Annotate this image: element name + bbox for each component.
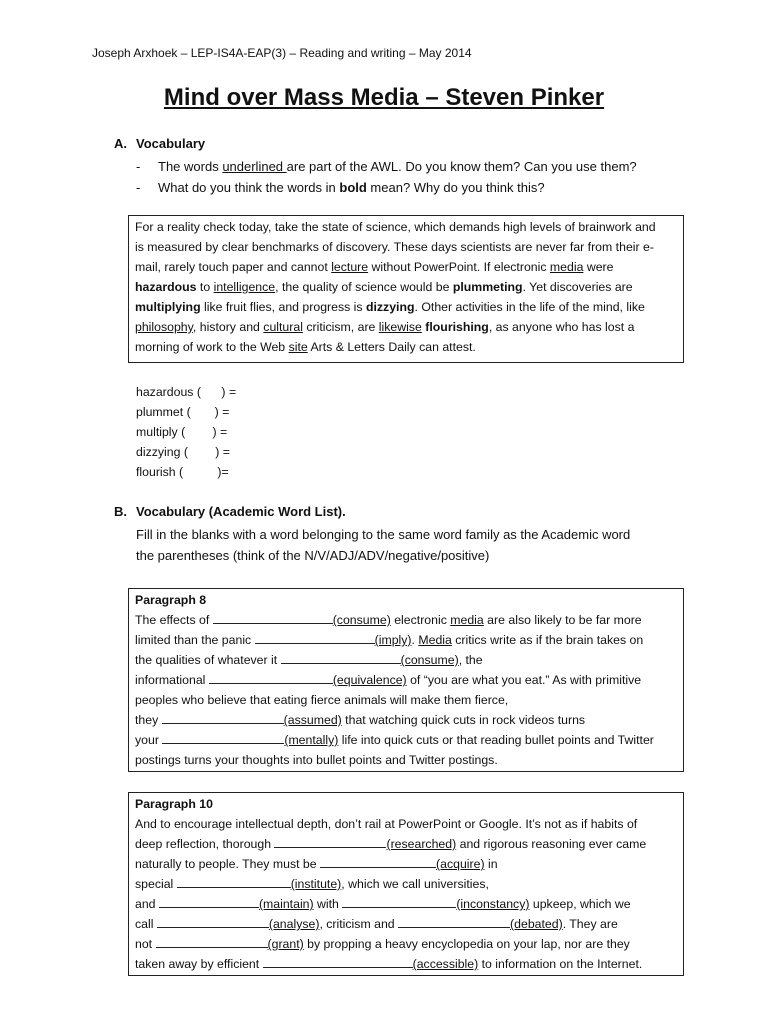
- reading-passage-box: For a reality check today, take the state of science, which demands high levels of brainwork and is measured by clear benchmarks of discovery. These days scientists are never far from their e- mail, rarely touch paper and cannot lecture without PowerPoint. If electronic media were hazardous to intelligence, the quality of science would be plummeting. Yet discoveries are multiplying like fruit flies, and progress is dizzying. Other activities in the life of the mind, like philosophy, history and cultural criticism, are likewise flourishing, as anyone who has lost a morning of work to the Web site Arts & Letters Daily can attest.: [128, 215, 684, 363]
- paragraph-8-box: Paragraph 8 The effects of (consume) electronic media are also likely to be far more limited than the panic (imply). Media critics write as if the brain takes on the qualities of whatever it (consume), the informational (equivalence) of “you are what you eat.” As with primitive peoples who believe that eating fierce animals will make them fierce, they (assumed) that watching quick cuts in rock videos turns your (mentally) life into quick cuts or that reading bullet points and Twitter postings turns your thoughts into bullet points and Twitter postings.: [128, 588, 684, 772]
- blank-input[interactable]: [162, 711, 284, 724]
- blank-input[interactable]: [281, 651, 401, 664]
- section-a-title: Vocabulary: [136, 136, 206, 151]
- section-a-heading: [114, 136, 205, 151]
- vocab-item-dizzying[interactable]: dizzying ( ) =: [136, 445, 230, 459]
- blank-input[interactable]: [213, 611, 333, 624]
- vocab-item-hazardous[interactable]: hazardous ( ) =: [136, 385, 237, 399]
- vocab-definition-list: [136, 382, 236, 482]
- vocab-item-flourish[interactable]: flourish ( )=: [136, 465, 229, 479]
- blank-input[interactable]: [177, 875, 291, 888]
- blank-input[interactable]: [320, 855, 436, 868]
- paragraph-8-heading: Paragraph 8: [135, 593, 207, 607]
- vocab-item-multiply[interactable]: multiply ( ) =: [136, 425, 228, 439]
- section-a-bullet-2: - What do you think the words in bold mean? Why do you think this?: [136, 180, 545, 195]
- section-a-letter: A.: [114, 136, 127, 151]
- blank-input[interactable]: [209, 671, 333, 684]
- blank-input[interactable]: [255, 631, 375, 644]
- blank-input[interactable]: [263, 955, 413, 968]
- vocab-item-plummet[interactable]: plummet ( ) =: [136, 405, 230, 419]
- blank-input[interactable]: [157, 915, 269, 928]
- section-b-heading: B. Vocabulary (Academic Word List).: [114, 504, 346, 519]
- paragraph-10-box: Paragraph 10 And to encourage intellectual depth, don’t rail at PowerPoint or Google. It’s not as if habits of deep reflection, thorough (researched) and rigorous reasoning ever came naturally to people. They must be (acquire) in special (institute), which we call universities, and (maintain) with (inconstancy) upkeep, which we call (analyse), criticism and (debated). They are not (grant) by propping a heavy encyclopedia on your lap, nor are they taken away by efficient (accessible) to information on the Internet.: [128, 792, 684, 976]
- blank-input[interactable]: [156, 935, 268, 948]
- blank-input[interactable]: [274, 835, 386, 848]
- paragraph-10-heading: Paragraph 10: [135, 797, 213, 811]
- blank-input[interactable]: [342, 895, 456, 908]
- section-a-bullet-1: - The words underlined are part of the AWL. Do you know them? Can you use them?: [136, 159, 637, 174]
- page-title: Mind over Mass Media – Steven Pinker: [163, 84, 605, 111]
- section-b-instructions: Fill in the blanks with a word belonging to the same word family as the Academic word the parentheses (think of the N/V/ADJ/ADV/negative/positive): [136, 527, 631, 563]
- document-header: Joseph Arxhoek – LEP-IS4A-EAP(3) – Reading and writing – May 2014: [92, 46, 472, 60]
- blank-input[interactable]: [159, 895, 259, 908]
- blank-input[interactable]: [162, 731, 284, 744]
- blank-input[interactable]: [398, 915, 510, 928]
